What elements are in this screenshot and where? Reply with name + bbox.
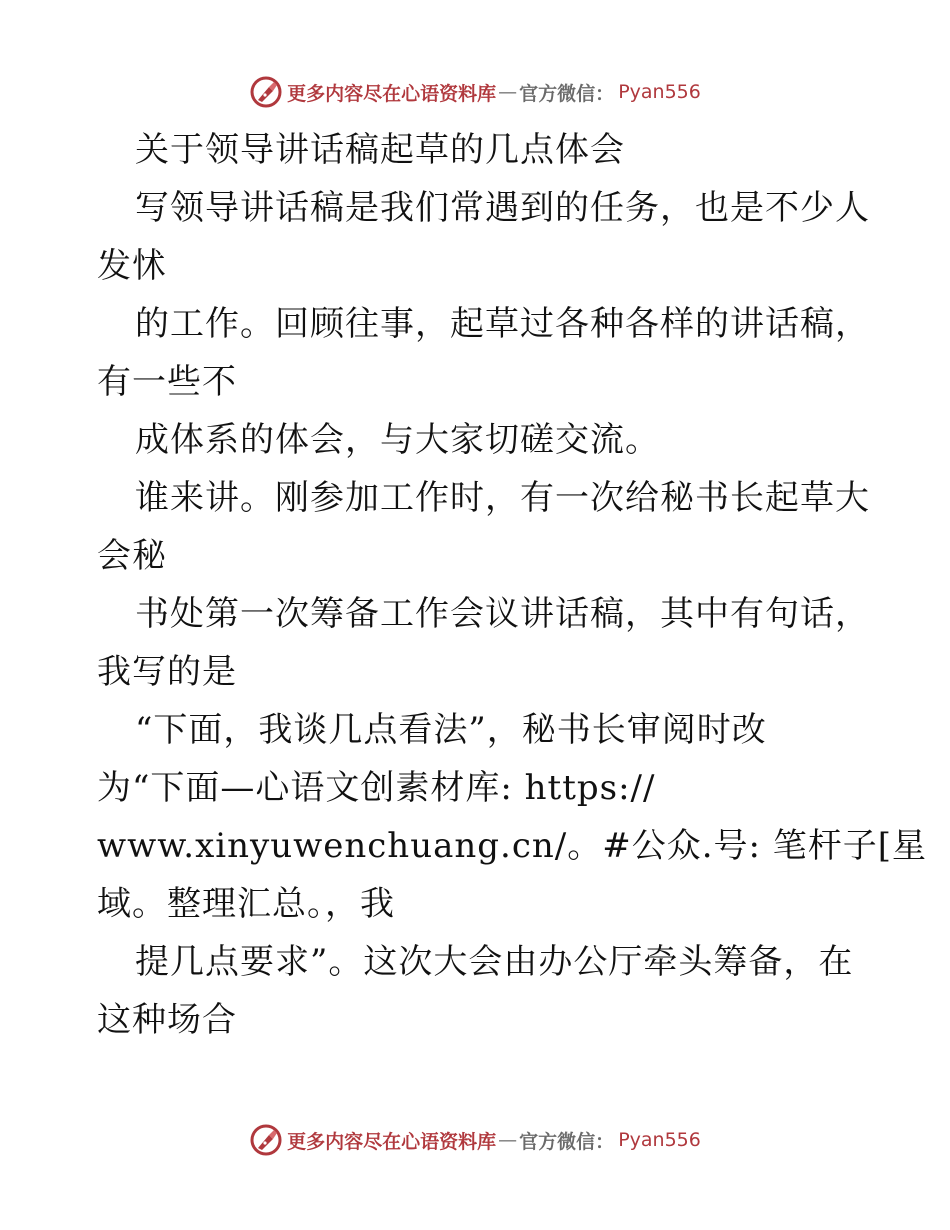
banner-contact-label: 官方微信：: [519, 82, 615, 105]
pen-nib-seal-icon: [249, 75, 283, 109]
banner-brand-text: 更多内容尽在心语资料库: [287, 82, 497, 105]
banner-dash: —: [498, 1129, 518, 1151]
banner-contact-id: Pyan556: [618, 81, 701, 103]
document-body: [97, 121, 928, 1049]
text-line: “下面，我谈几点看法”，秘书长审阅时改: [135, 710, 767, 750]
pen-nib-seal-icon: [249, 1123, 283, 1157]
text-line: www.xinyuwenchuang.cn/。#公众.号: 笔杆子[星: [97, 826, 928, 866]
footer-banner: [0, 1120, 950, 1160]
banner-dash: —: [498, 81, 518, 103]
text-line: 提几点要求”。这次大会由办公厅牵头筹备，在: [135, 942, 854, 982]
text-line: 域。整理汇总。，我: [97, 884, 395, 924]
text-line: 的工作。回顾往事，起草过各种各样的讲话稿，: [135, 304, 870, 344]
document-title: 关于领导讲话稿起草的几点体会: [135, 130, 625, 170]
text-line: 我写的是: [97, 652, 237, 692]
text-line: 有一些不: [97, 362, 237, 402]
banner-contact-id: Pyan556: [618, 1129, 701, 1151]
text-line: 发怵: [97, 246, 167, 286]
banner-brand-text: 更多内容尽在心语资料库: [287, 1130, 497, 1153]
text-line: 写领导讲话稿是我们常遇到的任务，也是不少人: [135, 188, 870, 228]
text-line: 书处第一次筹备工作会议讲话稿，其中有句话，: [135, 594, 870, 634]
header-banner: [0, 72, 950, 112]
text-line: 为“下面—心语文创素材库: https://: [97, 768, 656, 808]
text-line: 谁来讲。刚参加工作时，有一次给秘书长起草大: [135, 478, 870, 518]
text-line: 成体系的体会，与大家切磋交流。: [135, 420, 660, 460]
banner-contact-label: 官方微信：: [519, 1130, 615, 1153]
text-line: 这种场合: [97, 1000, 237, 1040]
text-line: 会秘: [97, 536, 167, 576]
